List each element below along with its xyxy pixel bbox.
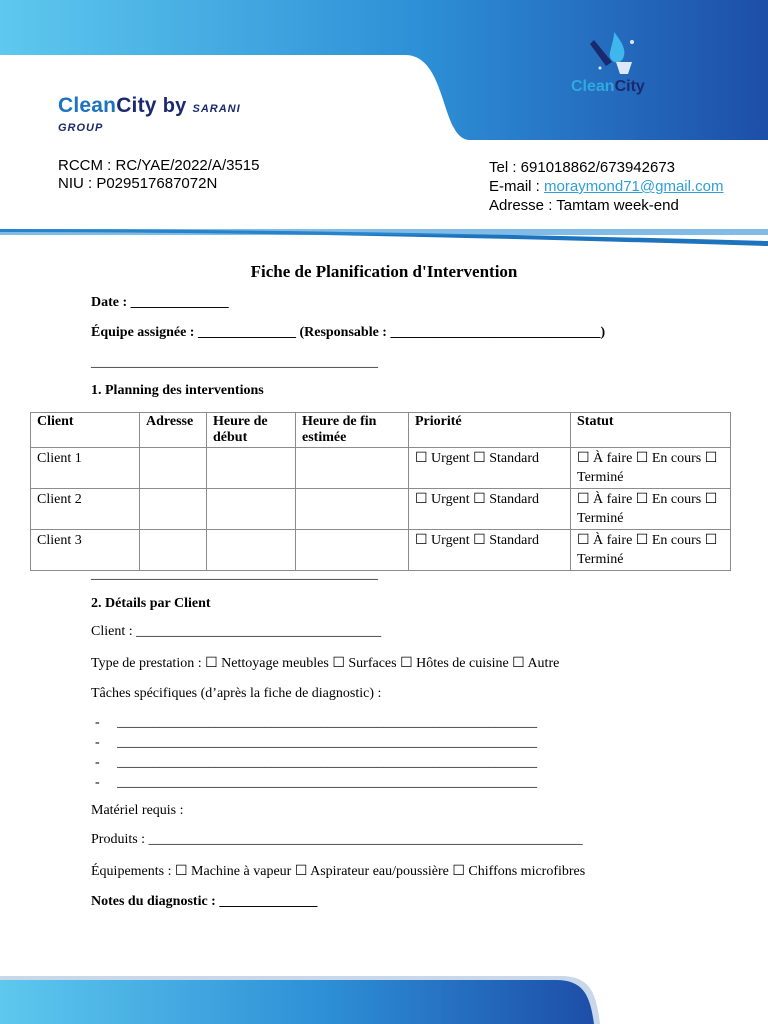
column-header: Heure de fin estimée (296, 413, 409, 448)
client-cell: Client 1 (31, 448, 140, 489)
email-row: E-mail : moraymond71@gmail.com (489, 178, 724, 195)
client-field[interactable]: Client : ___________________________________ (91, 624, 382, 639)
brand-name (58, 94, 241, 118)
start-time-cell[interactable] (207, 530, 296, 571)
status-checkboxes[interactable]: ☐ À faire ☐ En cours ☐ Terminé (571, 448, 731, 489)
rccm: RCCM : RC/YAE/2022/A/3515 (58, 157, 260, 174)
table-row (31, 489, 731, 530)
column-header: Priorité (409, 413, 571, 448)
column-header: Client (31, 413, 140, 448)
separator-line: _________________________________________ (91, 355, 378, 370)
section-1-title: 1. Planning des interventions (91, 383, 264, 398)
equipment-field[interactable]: Équipements : ☐ Machine à vapeur ☐ Aspirateur eau/poussière ☐ Chiffons microfibres (91, 864, 586, 879)
brand-clean: Clean (58, 94, 117, 117)
table-row (31, 448, 731, 489)
client-cell: Client 2 (31, 489, 140, 530)
task-line[interactable]: - ____________________________________________________________ (95, 755, 538, 770)
document-title: Fiche de Planification d'Intervention (250, 262, 518, 281)
email-link[interactable]: moraymond71@gmail.com (544, 178, 724, 195)
column-header: Heure de début (207, 413, 296, 448)
end-time-cell[interactable] (296, 489, 409, 530)
task-line[interactable]: - ____________________________________________________________ (95, 735, 538, 750)
priority-checkboxes[interactable]: ☐ Urgent ☐ Standard (409, 489, 571, 530)
brand-city: City (116, 94, 157, 117)
client-cell: Client 3 (31, 530, 140, 571)
column-header: Adresse (140, 413, 207, 448)
priority-checkboxes[interactable]: ☐ Urgent ☐ Standard (409, 448, 571, 489)
status-checkboxes[interactable]: ☐ À faire ☐ En cours ☐ Terminé (571, 530, 731, 571)
date-field[interactable]: Date : ______________ (91, 295, 229, 310)
status-checkboxes[interactable]: ☐ À faire ☐ En cours ☐ Terminé (571, 489, 731, 530)
priority-checkboxes[interactable]: ☐ Urgent ☐ Standard (409, 530, 571, 571)
brand-group: GROUP (58, 122, 104, 134)
address: Adresse : Tamtam week-end (489, 197, 679, 214)
task-line[interactable]: - ____________________________________________________________ (95, 775, 538, 790)
column-header: Statut (571, 413, 731, 448)
footer-banner (0, 972, 768, 1024)
team-field[interactable]: Équipe assignée : ______________ (Responsable : ______________________________) (91, 325, 606, 340)
table-header-row (31, 413, 731, 448)
separator-line: _________________________________________ (91, 567, 378, 582)
address-cell[interactable] (140, 448, 207, 489)
company-brand (58, 94, 241, 134)
start-time-cell[interactable] (207, 448, 296, 489)
products-field[interactable]: Produits : ______________________________________________________________ (91, 832, 583, 847)
brand-by: by (162, 95, 187, 117)
phone: Tel : 691018862/673942673 (489, 159, 676, 176)
corner-logo-text: CleanCity (571, 78, 645, 95)
material-label: Matériel requis : (91, 803, 184, 818)
address-cell[interactable] (140, 530, 207, 571)
service-type-field[interactable]: Type de prestation : ☐ Nettoyage meubles ☐ Surfaces ☐ Hôtes de cuisine ☐ Autre (91, 656, 560, 671)
task-line[interactable]: - ____________________________________________________________ (95, 715, 538, 730)
start-time-cell[interactable] (207, 489, 296, 530)
planning-table (30, 412, 731, 571)
table-row (31, 530, 731, 571)
diagnostic-notes-field[interactable]: Notes du diagnostic : ______________ (91, 894, 318, 909)
contact-info (489, 158, 723, 215)
tasks-label: Tâches spécifiques (d’après la fiche de diagnostic) : (91, 686, 382, 701)
brand-sarani: SARANI (192, 103, 241, 115)
address-cell[interactable] (140, 489, 207, 530)
section-2-title: 2. Détails par Client (91, 596, 211, 611)
company-ids (58, 157, 259, 193)
end-time-cell[interactable] (296, 448, 409, 489)
niu: NIU : P029517687072N (58, 175, 218, 192)
end-time-cell[interactable] (296, 530, 409, 571)
